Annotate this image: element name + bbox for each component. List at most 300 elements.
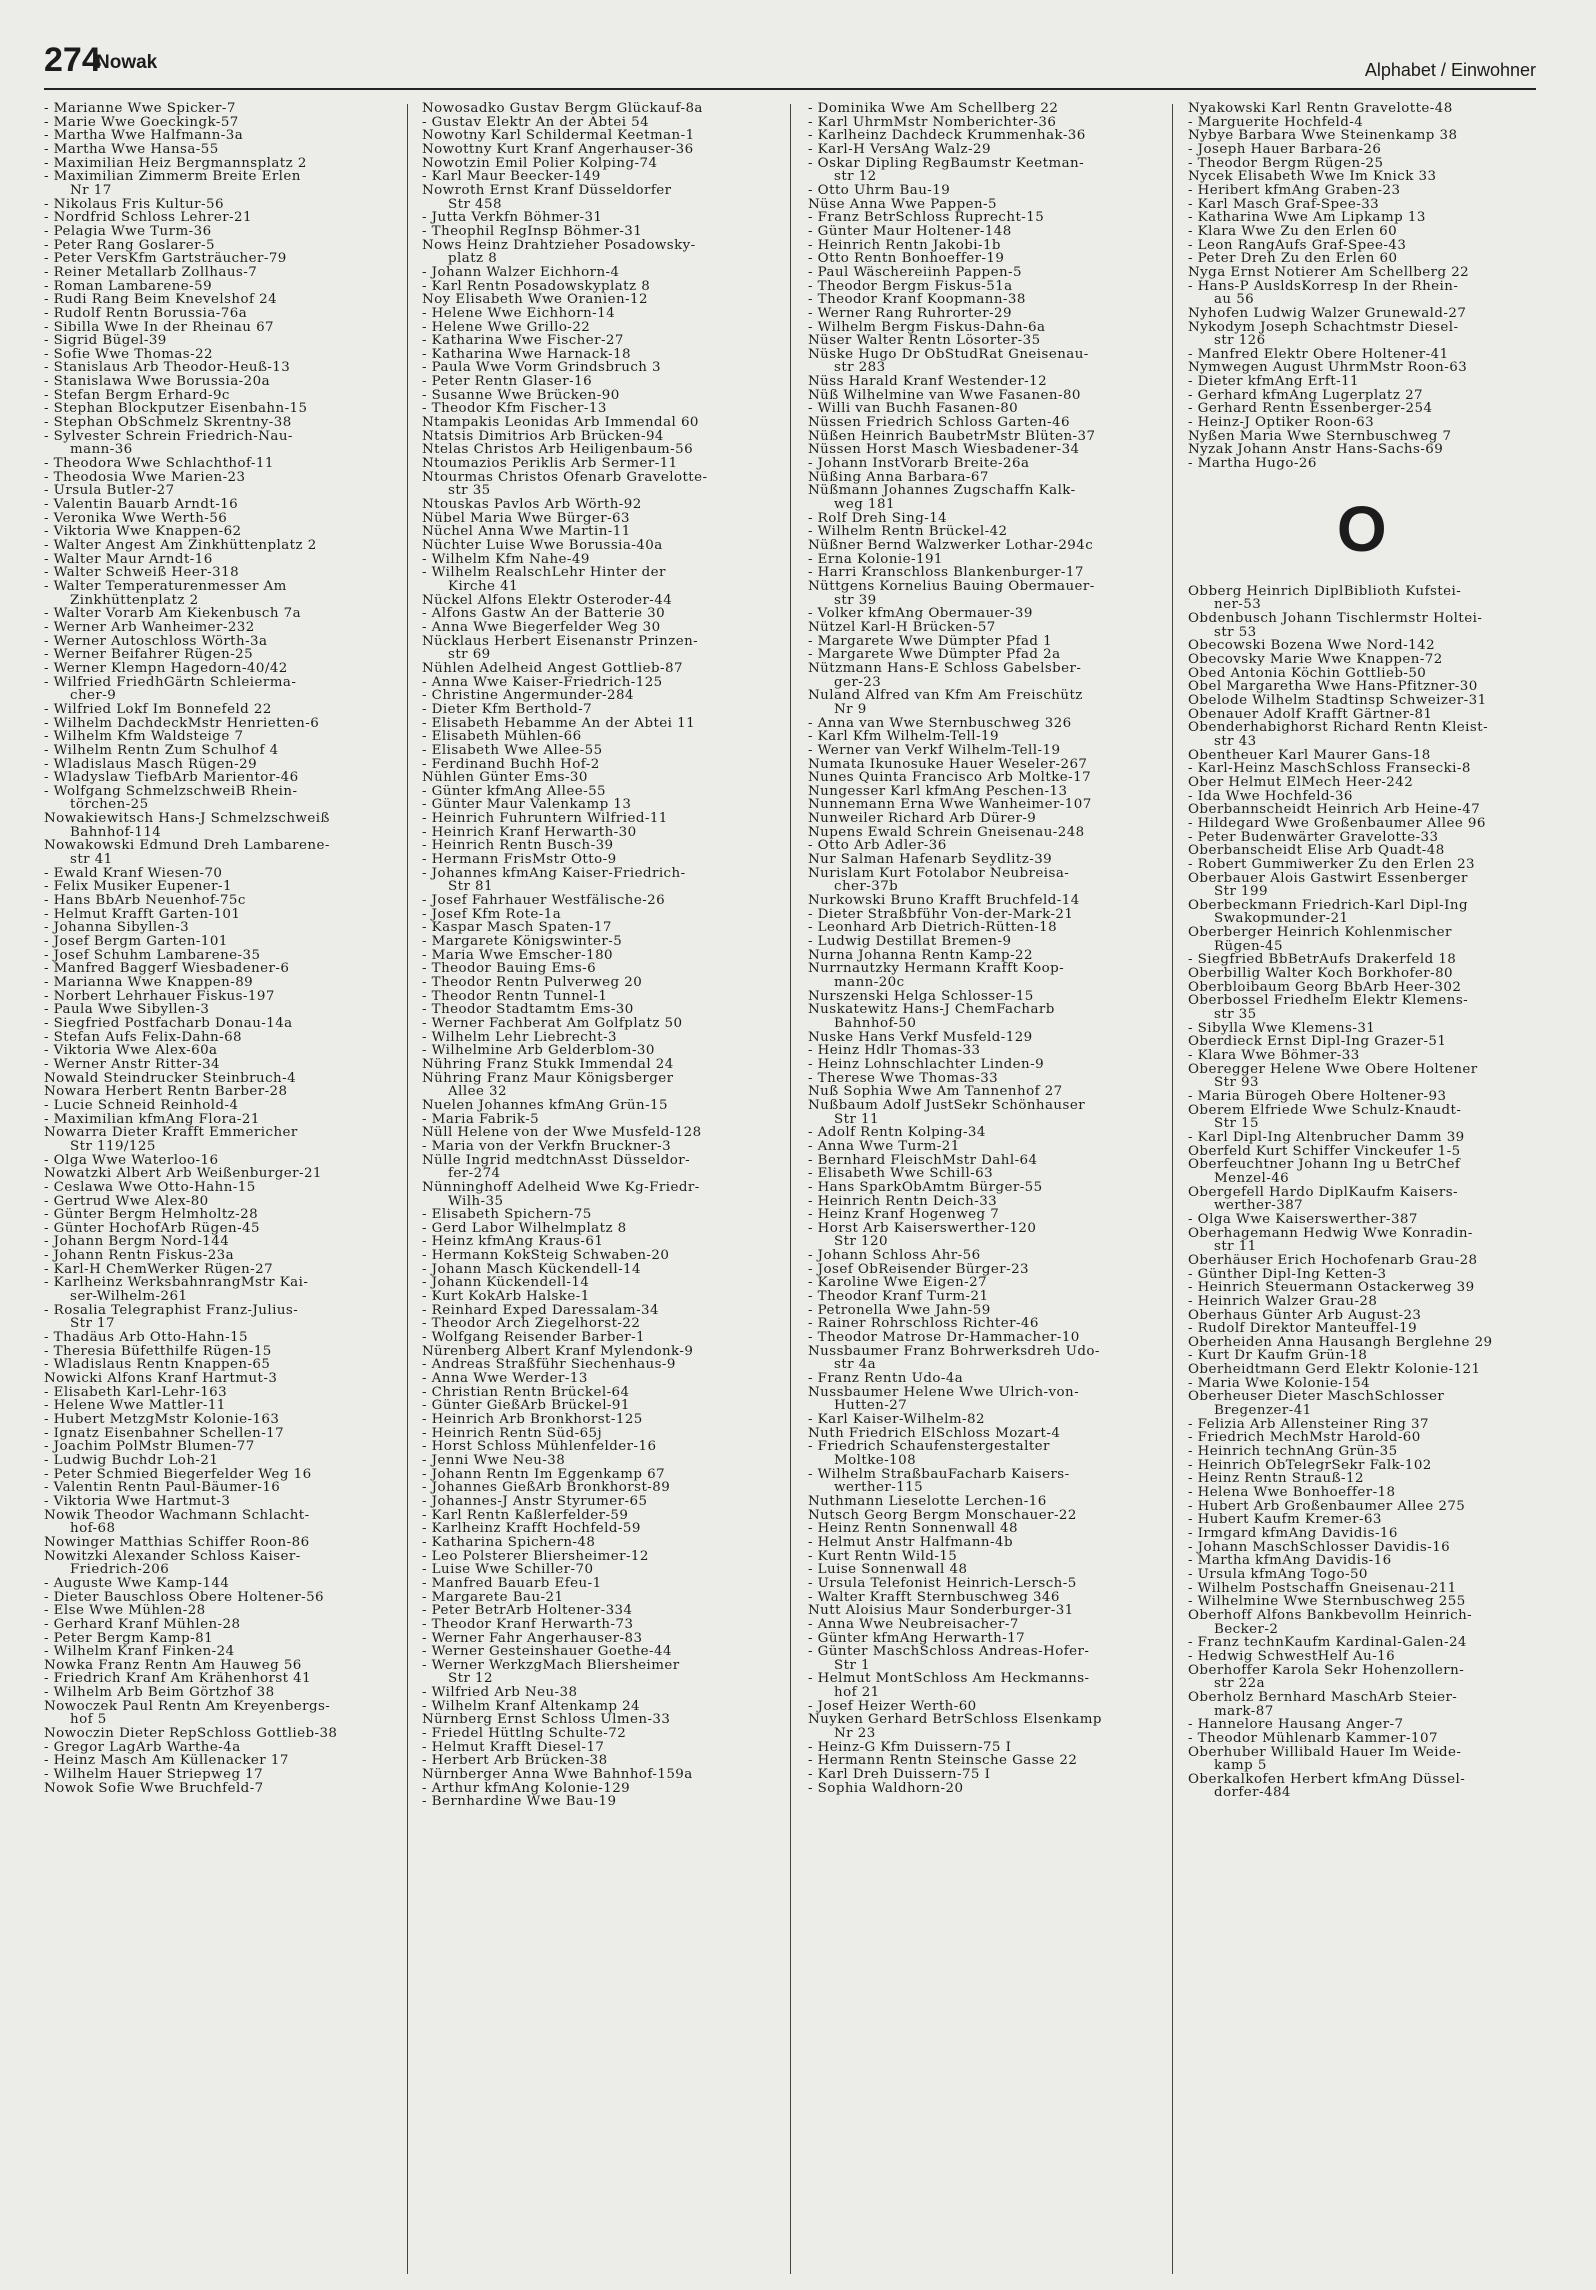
directory-entry: - Theophil RegInsp Böhmer-31	[422, 223, 643, 239]
directory-entry: - Günter MaschSchloss Andreas-Hofer-	[808, 1644, 1090, 1660]
directory-entry: - Klara Wwe Zu den Erlen 60	[1188, 223, 1398, 239]
directory-entry: - Otto Arb Adler-36	[808, 838, 947, 854]
directory-entry: Str 12	[448, 1671, 493, 1687]
directory-entry: - Karl UhrmMstr Nomberichter-36	[808, 114, 1057, 130]
directory-entry: - Josef Schuhm Lambarene-35	[44, 947, 261, 963]
directory-entry: cher-9	[70, 688, 117, 704]
directory-entry: - Peter Rentn Glaser-16	[422, 374, 593, 390]
column-divider	[1172, 104, 1173, 2274]
directory-entry: str 283	[834, 360, 886, 376]
directory-entry: - Johann MaschSchlosser Davidis-16	[1188, 1539, 1451, 1555]
directory-entry: - Heinz Rentn Strauß-12	[1188, 1471, 1364, 1487]
directory-entry: Nuth Friedrich ElSchloss Mozart-4	[808, 1425, 1061, 1441]
directory-entry: Nuelen Johannes kfmAng Grün-15	[422, 1097, 668, 1113]
directory-entry: - Günther Dipl-Ing Ketten-3	[1188, 1266, 1387, 1282]
directory-entry: - Wilhelm Bergm Fiskus-Dahn-6a	[808, 319, 1046, 335]
directory-entry: Nykodym Joseph Schachtmstr Diesel-	[1188, 319, 1459, 335]
directory-entry: Nühlen Adelheid Angest Gottlieb-87	[422, 660, 683, 676]
directory-entry: Nowosadko Gustav Bergm Glückauf-8a	[422, 102, 703, 116]
directory-entry: - Hubert MetzgMstr Kolonie-163	[44, 1412, 280, 1427]
directory-entry: - Manfred Baggerf Wiesbadener-6	[44, 961, 290, 977]
directory-entry: - Heinz-G Kfm Duissern-75 I	[808, 1739, 1012, 1755]
directory-entry: - Horst Arb Kaiserswerther-120	[808, 1220, 1037, 1236]
directory-entry: Ober Helmut ElMech Heer-242	[1188, 774, 1414, 790]
directory-entry: - Joachim PolMstr Blumen-77	[44, 1439, 255, 1455]
directory-entry: Obed Antonia Köchin Gottlieb-50	[1188, 665, 1427, 681]
directory-entry: - Heinrich ObTelegrSekr Falk-102	[1188, 1457, 1432, 1473]
directory-entry: - Otto Rentn Bonhoeffer-19	[808, 251, 1005, 267]
directory-entry: - Walter Krafft Sternbuschweg 346	[808, 1589, 1060, 1605]
directory-entry: Obenauer Adolf Krafft Gärtner-81	[1188, 706, 1433, 722]
directory-entry: - Heinz Masch Am Küllenacker 17	[44, 1753, 289, 1769]
directory-entry: - Elisabeth Hebamme An der Abtei 11	[422, 715, 696, 731]
directory-entry: Str 119/125	[70, 1138, 156, 1154]
directory-entry: Bregenzer-41	[1214, 1403, 1312, 1419]
directory-entry: Nürenberg Albert Kranf Mylendonk-9	[422, 1343, 694, 1359]
column-divider	[407, 104, 408, 2274]
directory-entry: Nunes Quinta Francisco Arb Moltke-17	[808, 770, 1092, 786]
directory-entry: kamp 5	[1214, 1758, 1267, 1774]
directory-entry: - Volker kfmAng Obermauer-39	[808, 606, 1033, 622]
directory-entry: - Maria Bürogeh Obere Holtener-93	[1188, 1089, 1447, 1104]
directory-entry: - Heinrich Kranf Herwarth-30	[422, 824, 637, 840]
directory-entry: - Hans-P AusldsKorresp In der Rhein-	[1188, 278, 1459, 294]
directory-entry: Nühring Franz Maur Königsberger	[422, 1070, 674, 1086]
directory-entry: Allee 32	[448, 1084, 507, 1100]
directory-entry: - Stanislaus Arb Theodor-Heuß-13	[44, 360, 291, 376]
directory-entry: - Werner Klempn Hagedorn-40/42	[44, 660, 288, 676]
directory-entry: - Nikolaus Fris Kultur-56	[44, 196, 224, 212]
directory-entry: Nutsch Georg Bergm Monschauer-22	[808, 1507, 1077, 1523]
directory-entry: - Werner WerkzgMach Bliersheimer	[422, 1657, 680, 1673]
directory-entry: - Gregor LagArb Warthe-4a	[44, 1739, 241, 1755]
directory-entry: - Paula Wwe Sibyllen-3	[44, 1002, 210, 1018]
directory-entry: Oberbannscheidt Heinrich Arb Heine-47	[1188, 802, 1481, 818]
directory-entry: Friedrich-206	[70, 1562, 170, 1578]
directory-entry: Nur Salman Hafenarb Seydlitz-39	[808, 852, 1053, 868]
directory-entry: Nowoczin Dieter RepSchloss Gottlieb-38	[44, 1726, 338, 1742]
directory-entry: Nussbaumer Helene Wwe Ulrich-von-	[808, 1384, 1080, 1400]
directory-entry: - Johann Bergm Nord-144	[44, 1234, 230, 1250]
directory-entry: Obberg Heinrich DiplBiblioth Kufstei-	[1188, 583, 1462, 599]
directory-entry: - Theodora Wwe Schlachthof-11	[44, 456, 274, 472]
section-letter: O	[1336, 492, 1388, 565]
directory-entry: - Siegfried BbBetrAufs Drakerfeld 18	[1188, 952, 1457, 968]
directory-entry: Obecowski Bozena Wwe Nord-142	[1188, 638, 1436, 654]
directory-entry: - Elisabeth Karl-Lehr-163	[44, 1384, 228, 1400]
directory-entry: - Adolf Rentn Kolping-34	[808, 1125, 986, 1141]
directory-entry: - Paula Wwe Vorm Grindsbruch 3	[422, 360, 662, 376]
directory-entry: - Wilfried Arb Neu-38	[422, 1685, 578, 1701]
directory-entry: Nüser Walter Rentn Lösorter-35	[808, 333, 1041, 349]
directory-entry: - Wolfgang Reisender Barber-1	[422, 1330, 646, 1346]
directory-entry: Oberberger Heinrich Kohlenmischer	[1188, 925, 1452, 941]
directory-entry: str 12	[834, 169, 877, 185]
directory-entry: - Theodor Stadtamtm Ems-30	[422, 1002, 634, 1018]
directory-entry: - Werner Rang Ruhrorter-29	[808, 305, 1012, 321]
directory-entry: - Johann Kückendell-14	[422, 1275, 590, 1291]
directory-entry: Nußbaum Adolf JustSekr Schönhauser	[808, 1097, 1086, 1113]
directory-entry: Nüttgens Kornelius Bauing Obermauer-	[808, 578, 1095, 594]
directory-entry: Nowotzin Emil Polier Kolping-74	[422, 155, 658, 171]
page-number: 274	[44, 41, 101, 79]
directory-entry: - Peter BetrArb Holtener-334	[422, 1603, 633, 1619]
directory-entry: - Peter Budenwärter Gravelotte-33	[1188, 829, 1439, 845]
directory-entry: - Werner Fahr Angerhauser-83	[422, 1630, 643, 1646]
directory-entry: ner-53	[1214, 597, 1262, 613]
directory-entry: - Gerhard Rentn Essenberger-254	[1188, 401, 1433, 417]
directory-entry: - Josef Fahrhauer Westfälische-26	[422, 893, 666, 909]
directory-entry: - Franz BetrSchloss Ruprecht-15	[808, 210, 1045, 226]
directory-entry: - Wilhelm StraßbauFacharb Kaisers-	[808, 1466, 1070, 1482]
directory-entry: - Heinz kfmAng Kraus-61	[422, 1234, 604, 1250]
directory-entry: - Therese Wwe Thomas-33	[808, 1070, 999, 1086]
directory-entry: - Maria Fabrik-5	[422, 1111, 540, 1127]
directory-entry: - Theodor Mühlenarb Kammer-107	[1188, 1730, 1438, 1746]
directory-entry: - Günter Maur Valenkamp 13	[422, 797, 632, 813]
directory-entry: - Hans BbArb Neuenhof-75c	[44, 893, 246, 909]
directory-entry: - Joseph Hauer Barbara-26	[1188, 141, 1382, 157]
directory-entry: Obel Margaretha Wwe Hans-Pfitzner-30	[1188, 679, 1478, 695]
directory-entry: Nycek Elisabeth Wwe Im Knick 33	[1188, 169, 1437, 185]
directory-entry: - Johann InstVorarb Breite-26a	[808, 456, 1030, 472]
directory-entry: - Stefan Aufs Felix-Dahn-68	[44, 1029, 243, 1045]
directory-entry: Nübel Maria Wwe Bürger-63	[422, 510, 630, 526]
directory-entry: - Karoline Wwe Eigen-27	[808, 1275, 988, 1291]
directory-entry: str 126	[1214, 333, 1266, 349]
directory-entry: - Helene Wwe Grillo-22	[422, 319, 591, 335]
directory-entry: Rügen-45	[1214, 938, 1283, 954]
directory-entry: - Hermann FrisMstr Otto-9	[422, 852, 617, 868]
directory-entry: - Karl Dreh Duissern-75 I	[808, 1767, 991, 1783]
directory-entry: Nowinger Matthias Schiffer Roon-86	[44, 1534, 310, 1550]
directory-entry: - Hubert Kaufm Kremer-63	[1188, 1512, 1382, 1528]
directory-entry: - Ida Wwe Hochfeld-36	[1188, 788, 1353, 804]
directory-entry: - Heinrich Arb Bronkhorst-125	[422, 1412, 643, 1427]
directory-entry: - Luise Wwe Schiller-70	[422, 1562, 594, 1578]
directory-entry: - Hildegard Wwe Großenbaumer Allee 96	[1188, 815, 1486, 831]
directory-entry: - Ignatz Eisenbahner Schellen-17	[44, 1425, 285, 1441]
directory-entry: Str 81	[448, 879, 493, 895]
directory-entry: - Walter Temperaturenmesser Am	[44, 578, 287, 594]
directory-entry: - Hermann KokSteig Schwaben-20	[422, 1248, 670, 1264]
directory-entry: Becker-2	[1214, 1621, 1279, 1637]
directory-entry: - Wolfgang SchmelzschweiB Rhein-	[44, 783, 298, 799]
directory-entry: Nüssen Friedrich Schloss Garten-46	[808, 415, 1070, 431]
directory-entry: - Josef Heizer Werth-60	[808, 1698, 977, 1714]
directory-entry: - Petronella Wwe Jahn-59	[808, 1302, 991, 1318]
directory-entry: - Sigrid Bügel-39	[44, 333, 167, 349]
directory-entry: - Werner Beifahrer Rügen-25	[44, 647, 254, 663]
directory-entry: - Helmut Krafft Garten-101	[44, 906, 241, 922]
directory-entry: Nurszenski Helga Schlosser-15	[808, 988, 1034, 1004]
directory-entry: - Arthur kfmAng Kolonie-129	[422, 1780, 631, 1796]
directory-entry: - Leo Polsterer Bliersheimer-12	[422, 1548, 649, 1564]
directory-entry: Nybye Barbara Wwe Steinenkamp 38	[1188, 128, 1458, 144]
directory-entry: - Maximilian Zimmerm Breite Erlen	[44, 169, 301, 185]
directory-entry: - Veronika Wwe Werth-56	[44, 510, 228, 526]
directory-entry: - Gerhard Kranf Mühlen-28	[44, 1616, 241, 1632]
section-title: Alphabet / Einwohner	[1364, 60, 1536, 80]
directory-entry: Nymwegen August UhrmMstr Roon-63	[1188, 360, 1468, 376]
directory-entry: - Jenni Wwe Neu-38	[422, 1452, 566, 1468]
directory-entry: - Walter Vorarb Am Kiekenbusch 7a	[44, 606, 302, 622]
directory-entry: - Karl Rentn Posadowskyplatz 8	[422, 278, 651, 294]
directory-entry: - Elisabeth Wwe Allee-55	[422, 742, 603, 758]
directory-entry: Str 1	[834, 1657, 870, 1673]
directory-entry: Obenderhabighorst Richard Rentn Kleist-	[1188, 720, 1489, 736]
directory-entry: - Marianna Wwe Knappen-89	[44, 975, 254, 990]
directory-entry: - Reinhard Exped Daressalam-34	[422, 1302, 659, 1318]
directory-entry: - Wilhelm Kfm Nahe-49	[422, 551, 590, 567]
directory-entry: Obergefell Hardo DiplKaufm Kaisers-	[1188, 1184, 1459, 1200]
directory-entry: - Dieter Kfm Berthold-7	[422, 701, 593, 717]
directory-entry: - Rudolf Direktor Manteuffel-19	[1188, 1321, 1418, 1337]
directory-entry: - Friedrich MechMstr Harold-60	[1188, 1430, 1421, 1446]
directory-entry: Nüchter Luise Wwe Borussia-40a	[422, 538, 663, 553]
directory-entry: Noy Elisabeth Wwe Oranien-12	[422, 292, 648, 308]
directory-entry: - Anna Wwe Neubreisacher-7	[808, 1616, 1019, 1632]
directory-entry: - Ursula Telefonist Heinrich-Lersch-5	[808, 1575, 1077, 1591]
column-divider	[790, 104, 791, 2274]
directory-entry: - Wilhelm Kfm Waldsteige 7	[44, 729, 244, 745]
directory-entry: Oberheidtmann Gerd Elektr Kolonie-121	[1188, 1362, 1481, 1378]
directory-entry: - Helene Wwe Mattler-11	[44, 1398, 226, 1414]
directory-entry: ser-Wilhelm-261	[70, 1289, 188, 1305]
directory-entry: Nowatzki Albert Arb Weißenburger-21	[44, 1166, 322, 1182]
directory-entry: Nyzak Johann Anstr Hans-Sachs-69	[1188, 442, 1444, 458]
directory-entry: - Theodor Matrose Dr-Hammacher-10	[808, 1330, 1080, 1346]
directory-entry: Nuskatewitz Hans-J ChemFacharb	[808, 1002, 1055, 1018]
directory-entry: - Karlheinz Krafft Hochfeld-59	[422, 1521, 641, 1537]
directory-entry: mann-36	[70, 442, 133, 458]
directory-entry: - Werner Gesteinshauer Goethe-44	[422, 1644, 672, 1660]
directory-entry: - Gerd Labor Wilhelmplatz 8	[422, 1220, 627, 1236]
directory-entry: dorfer-484	[1214, 1785, 1291, 1801]
directory-entry: - Heinz Kranf Hogenweg 7	[808, 1207, 1000, 1223]
directory-entry: Nowoczek Paul Rentn Am Kreyenbergs-	[44, 1698, 331, 1714]
directory-entry: - Susanne Wwe Brücken-90	[422, 387, 620, 403]
directory-entry: Nüßen Heinrich BaubetrMstr Blüten-37	[808, 428, 1096, 444]
directory-entry: hof 21	[834, 1685, 880, 1701]
directory-entry: - Valentin Bauarb Arndt-16	[44, 497, 239, 513]
directory-entry: - Heinz-J Optiker Roon-63	[1188, 415, 1375, 431]
directory-entry: str 53	[1214, 624, 1257, 640]
directory-entry: - Theodor Bauing Ems-6	[422, 961, 597, 977]
directory-entry: - Heinrich Fuhruntern Wilfried-11	[422, 811, 668, 827]
directory-entry: Nowakiewitsch Hans-J Schmelzschweiß	[44, 811, 330, 827]
directory-entry: - Ursula kfmAng Togo-50	[1188, 1566, 1368, 1582]
directory-entry: - Kurt KokArb Halske-1	[422, 1289, 590, 1305]
column-3	[808, 102, 1144, 2277]
directory-entry: Str 17	[70, 1316, 115, 1332]
directory-entry: - Gerhard kfmAng Lugerplatz 27	[1188, 387, 1424, 403]
directory-entry: - Bernhard FleischMstr Dahl-64	[808, 1152, 1038, 1168]
directory-entry: Oberkalkofen Herbert kfmAng Düssel-	[1188, 1771, 1466, 1787]
directory-entry: Obentheuer Karl Maurer Gans-18	[1188, 747, 1431, 763]
directory-entry: Nowara Herbert Rentn Barber-28	[44, 1084, 288, 1100]
directory-entry: - Heinz Lohnschlachter Linden-9	[808, 1056, 1045, 1072]
directory-entry: - Thadäus Arb Otto-Hahn-15	[44, 1330, 249, 1346]
directory-entry: - Irmgard kfmAng Davidis-16	[1188, 1526, 1398, 1541]
directory-entry: - Ludwig Buchdr Loh-21	[44, 1452, 219, 1468]
directory-entry: - Anna van Wwe Sternbuschweg 326	[808, 715, 1072, 731]
directory-entry: - Felix Musiker Eupener-1	[44, 879, 232, 895]
directory-entry: - Elisabeth Spichern-75	[422, 1207, 592, 1223]
directory-entry: - Ferdinand Buchh Hof-2	[422, 756, 600, 772]
directory-entry: Oberholz Bernhard MaschArb Steier-	[1188, 1689, 1458, 1705]
directory-entry: fer-274	[448, 1166, 501, 1182]
directory-entry: Nüske Hugo Dr ObStudRat Gneisenau-	[808, 346, 1089, 362]
directory-entry: - Gertrud Wwe Alex-80	[44, 1193, 209, 1209]
directory-entry: Oberhoff Alfons Bankbevollm Heinrich-	[1188, 1607, 1473, 1623]
directory-entry: - Theodosia Wwe Marien-23	[44, 469, 246, 485]
directory-entry: Nürnberger Anna Wwe Bahnhof-159a	[422, 1767, 693, 1783]
directory-entry: - Wilhelm Postschaffn Gneisenau-211	[1188, 1580, 1457, 1596]
directory-entry: Ntatsis Dimitrios Arb Brücken-94	[422, 428, 664, 444]
directory-entry: - Wilhelm DachdeckMstr Henrietten-6	[44, 715, 320, 731]
directory-entry: - Wladislaus Masch Rügen-29	[44, 756, 258, 772]
directory-entry: Nüßner Bernd Walzwerker Lothar-294c	[808, 538, 1094, 553]
directory-entry: - Stanislawa Wwe Borussia-20a	[44, 374, 271, 390]
directory-entry: - Marie Wwe Goeckingk-57	[44, 114, 239, 130]
directory-entry: - Anna Wwe Turm-21	[808, 1138, 960, 1154]
directory-entry: - Valentin Rentn Paul-Bäumer-16	[44, 1480, 281, 1496]
directory-entry: Nücklaus Herbert Eisenanstr Prinzen-	[422, 633, 699, 649]
directory-entry: - Kurt Dr Kaufm Grün-18	[1188, 1348, 1368, 1364]
directory-entry: - Katharina Wwe Am Lipkamp 13	[1188, 210, 1426, 226]
directory-entry: - Martha kfmAng Davidis-16	[1188, 1553, 1392, 1569]
directory-entry: - Gustav Elektr An der Abtei 54	[422, 114, 650, 130]
directory-entry: Oberhaus Günter Arb August-23	[1188, 1307, 1422, 1323]
directory-entry: - Wilhelm Kranf Altenkamp 24	[422, 1698, 641, 1714]
directory-entry: Obelode Wilhelm Stadtinsp Schweizer-31	[1188, 692, 1487, 708]
directory-entry: cher-37b	[834, 879, 899, 895]
directory-entry: - Wilhelm Arb Beim Görtzhof 38	[44, 1685, 275, 1701]
directory-entry: Nuland Alfred van Kfm Am Freischütz	[808, 688, 1083, 704]
directory-entry: Wilh-35	[448, 1193, 504, 1209]
directory-entry: Oberbloibaum Georg BbArb Heer-302	[1188, 979, 1462, 995]
directory-entry: Bahnhof-50	[834, 1015, 917, 1031]
directory-entry: Nüßing Anna Barbara-67	[808, 469, 989, 485]
directory-entry: - Wladyslaw TiefbArb Marientor-46	[44, 770, 299, 786]
directory-entry: - Peter Dreh Zu den Erlen 60	[1188, 251, 1398, 267]
directory-entry: weg 181	[834, 497, 895, 513]
running-head-name: Nowak	[96, 52, 158, 73]
directory-entry: Str 93	[1214, 1075, 1259, 1091]
column-1	[44, 102, 380, 2277]
directory-entry: - Wilhelm Hauer Striepweg 17	[44, 1767, 264, 1783]
directory-entry: - Walter Angest Am Zinkhüttenplatz 2	[44, 538, 317, 553]
directory-entry: Nunweiler Richard Arb Dürer-9	[808, 811, 1037, 827]
directory-entry: Numata Ikunosuke Hauer Weseler-267	[808, 756, 1088, 772]
directory-entry: - Stephan Blockputzer Eisenbahn-15	[44, 401, 308, 417]
directory-entry: - Theodor Bergm Fiskus-51a	[808, 278, 1013, 294]
directory-entry: - Margarete Wwe Dümpter Pfad 1	[808, 633, 1053, 649]
column-2	[422, 102, 758, 2277]
directory-entry: Nüchel Anna Wwe Martin-11	[422, 524, 631, 540]
directory-entry: str 22a	[1214, 1676, 1266, 1692]
directory-entry: Nuske Hans Verkf Musfeld-129	[808, 1029, 1033, 1045]
directory-entry: Nüß Wilhelmine van Wwe Fasanen-80	[808, 387, 1081, 403]
directory-entry: Oberfeld Kurt Schiffer Vinckeufer 1-5	[1188, 1143, 1461, 1159]
directory-entry: Oberfeuchtner Johann Ing u BetrChef	[1188, 1157, 1461, 1173]
directory-entry: - Leonhard Arb Dietrich-Rütten-18	[808, 920, 1058, 936]
directory-entry: - Peter Rang Goslarer-5	[44, 237, 215, 253]
directory-entry: - Sylvester Schrein Friedrich-Nau-	[44, 428, 293, 444]
directory-entry: - Karl-H VersAng Walz-29	[808, 141, 991, 157]
directory-entry: - Reiner Metallarb Zollhaus-7	[44, 264, 258, 280]
directory-entry: - Johann Walzer Eichhorn-4	[422, 264, 620, 280]
directory-entry: - Karlheinz Dachdeck Krummenhak-36	[808, 128, 1086, 144]
directory-entry: Str 11	[834, 1111, 879, 1127]
directory-entry: - Rainer Rohrschloss Richter-46	[808, 1316, 1039, 1332]
directory-entry: Nurna Johanna Rentn Kamp-22	[808, 947, 1033, 963]
directory-entry: Nüll Helene von der Wwe Musfeld-128	[422, 1125, 702, 1141]
directory-entry: - Viktoria Wwe Hartmut-3	[44, 1493, 231, 1509]
directory-entry: - Oskar Dipling RegBaumstr Keetman-	[808, 155, 1085, 171]
directory-entry: - Werner Fachberat Am Golfplatz 50	[422, 1015, 683, 1031]
directory-entry: - Jutta Verkfn Böhmer-31	[422, 210, 603, 226]
directory-entry: - Klara Wwe Böhmer-33	[1188, 1048, 1360, 1064]
directory-entry: - Maximilian Heiz Bergmannsplatz 2	[44, 155, 307, 171]
directory-entry: - Elisabeth Mühlen-66	[422, 729, 582, 745]
directory-entry: - Friedrich Kranf Am Krähenhorst 41	[44, 1671, 312, 1687]
directory-entry: - Viktoria Wwe Alex-60a	[44, 1043, 218, 1059]
directory-entry: - Wilhelm Rentn Zum Schulhof 4	[44, 742, 279, 758]
directory-entry: - Heribert kfmAng Graben-23	[1188, 182, 1401, 198]
directory-entry: Nurislam Kurt Fotolabor Neubreisa-	[808, 865, 1070, 881]
directory-entry: - Hermann Rentn Steinsche Gasse 22	[808, 1753, 1078, 1769]
directory-entry: platz 8	[448, 251, 498, 267]
directory-entry: - Theodor Bergm Rügen-25	[1188, 155, 1384, 171]
directory-entry: - Wilhelm Kranf Finken-24	[44, 1644, 235, 1660]
directory-entry: törchen-25	[70, 797, 149, 813]
directory-entry: - Dieter Straßbführ Von-der-Mark-21	[808, 906, 1074, 922]
directory-entry: - Johann Rentn Fiskus-23a	[44, 1248, 235, 1264]
directory-entry: - Wilhelm Lehr Liebrecht-3	[422, 1029, 618, 1045]
directory-entry: - Johannes GießArb Bronkhorst-89	[422, 1480, 671, 1496]
directory-entry: Menzel-46	[1214, 1170, 1290, 1186]
directory-entry: - Pelagia Wwe Turm-36	[44, 223, 212, 239]
directory-entry: str 4a	[834, 1357, 877, 1373]
directory-entry: - Günter Maur Holtener-148	[808, 223, 1012, 239]
directory-entry: Nussbaumer Franz Bohrwerksdreh Udo-	[808, 1343, 1100, 1359]
directory-entry: - Günter kfmAng Herwarth-17	[808, 1630, 1026, 1646]
directory-entry: - Maria von der Verkfn Bruckner-3	[422, 1138, 672, 1154]
directory-entry: - Anna Wwe Werder-13	[422, 1371, 588, 1387]
directory-entry: - Karl Kaiser-Wilhelm-82	[808, 1412, 985, 1427]
directory-entry: Nüse Anna Wwe Pappen-5	[808, 196, 997, 212]
directory-entry: - Johann Masch Kückendell-14	[422, 1261, 641, 1277]
directory-entry: - Manfred Elektr Obere Holtener-41	[1188, 346, 1449, 362]
directory-entry: str 35	[448, 483, 491, 499]
directory-entry: Nüss Harald Kranf Westender-12	[808, 374, 1048, 390]
directory-entry: - Dieter Bauschloss Obere Holtener-56	[44, 1589, 325, 1605]
directory-entry: - Friedrich Schaufenstergestalter	[808, 1439, 1050, 1455]
directory-entry: Str 458	[448, 196, 502, 212]
directory-entry: mark-87	[1214, 1703, 1274, 1719]
directory-entry: - Christine Angermunder-284	[422, 688, 634, 704]
directory-entry: - Margarete Bau-21	[422, 1589, 564, 1605]
directory-entry: Nowotny Karl Schildermal Keetman-1	[422, 128, 695, 144]
directory-entry: - Günter kfmAng Allee-55	[422, 783, 607, 799]
directory-entry: - Viktoria Wwe Knappen-62	[44, 524, 242, 540]
directory-entry: - Helmut MontSchloss Am Heckmanns-	[808, 1671, 1090, 1687]
directory-entry: Nunnemann Erna Wwe Wanheimer-107	[808, 797, 1092, 813]
directory-entry: - Ewald Kranf Wiesen-70	[44, 865, 223, 881]
directory-entry: - Karl-H ChemWerker Rügen-27	[44, 1261, 274, 1277]
